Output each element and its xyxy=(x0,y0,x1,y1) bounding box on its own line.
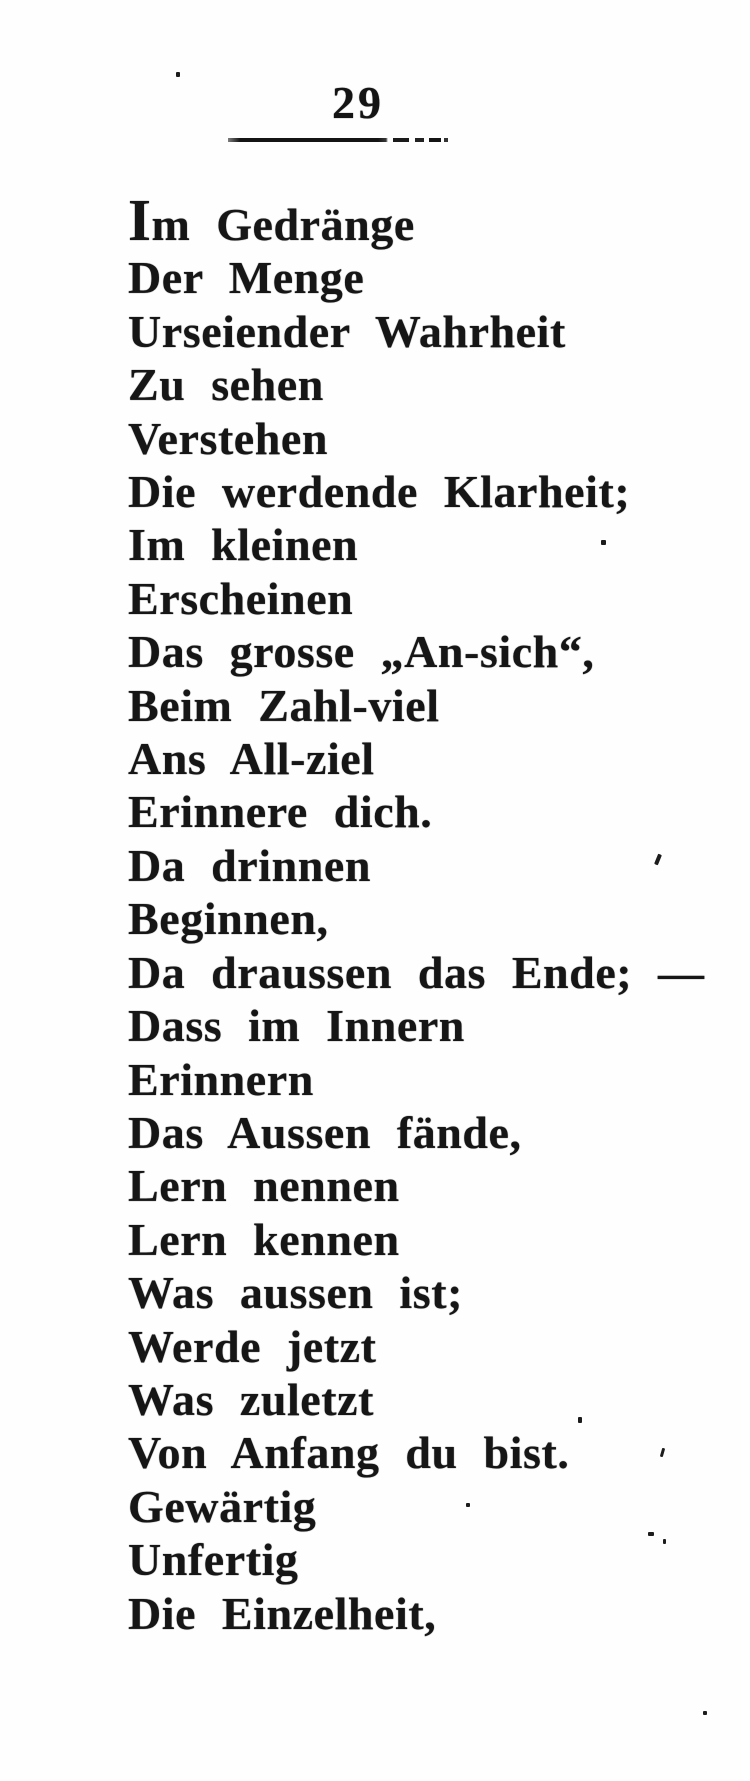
poem-line: Im kleinen xyxy=(128,519,359,571)
poem-line: Erinnere dich. xyxy=(128,786,433,838)
poem-line: Was zuletzt xyxy=(128,1373,374,1425)
poem-line: Das Aussen fände, xyxy=(128,1106,522,1158)
page-number-rule xyxy=(228,138,448,142)
ink-speck xyxy=(648,1532,654,1536)
poem-line: Werde jetzt xyxy=(128,1320,377,1372)
poem-line: Lern nennen xyxy=(128,1160,400,1212)
poem-line: Da draussen das Ende; — xyxy=(128,946,705,998)
page-header xyxy=(258,77,458,128)
ink-speck xyxy=(663,1539,666,1544)
poem-text-block xyxy=(128,188,708,1640)
ink-speck xyxy=(703,1711,707,1715)
poem-line: Da drinnen xyxy=(128,839,371,891)
poem-line: Erscheinen xyxy=(128,572,354,624)
poem-line: Lern kennen xyxy=(128,1213,400,1265)
poem-line: Zu sehen xyxy=(128,359,324,411)
ink-speck xyxy=(466,1503,470,1507)
poem-line: Was aussen ist; xyxy=(128,1267,463,1319)
poem-line: Gewärtig xyxy=(128,1480,317,1532)
poem-line: Beginnen, xyxy=(128,893,329,945)
poem-line: Urseiender Wahrheit xyxy=(128,305,566,357)
poem-line: Verstehen xyxy=(128,412,329,464)
poem-line: Von Anfang du bist. xyxy=(128,1427,570,1479)
poem-line: Die Einzelheit, xyxy=(128,1587,437,1639)
page-number: 29 xyxy=(332,77,384,128)
poem-line: Der Menge xyxy=(128,252,365,304)
ink-speck xyxy=(578,1417,582,1423)
poem-line: Dass im Innern xyxy=(128,1000,465,1052)
ink-speck xyxy=(176,72,180,77)
ink-speck xyxy=(601,540,606,545)
poem-line: Die werdende Klarheit; xyxy=(128,466,631,518)
poem-line: Das grosse „An-sich“, xyxy=(128,626,595,678)
poem-line: Ans All-ziel xyxy=(128,733,375,785)
poem-line: Im Gedränge xyxy=(128,188,415,253)
poem-line: Erinnern xyxy=(128,1053,314,1105)
poem-line: Unfertig xyxy=(128,1534,299,1586)
poem-line: Beim Zahl-viel xyxy=(128,679,440,731)
